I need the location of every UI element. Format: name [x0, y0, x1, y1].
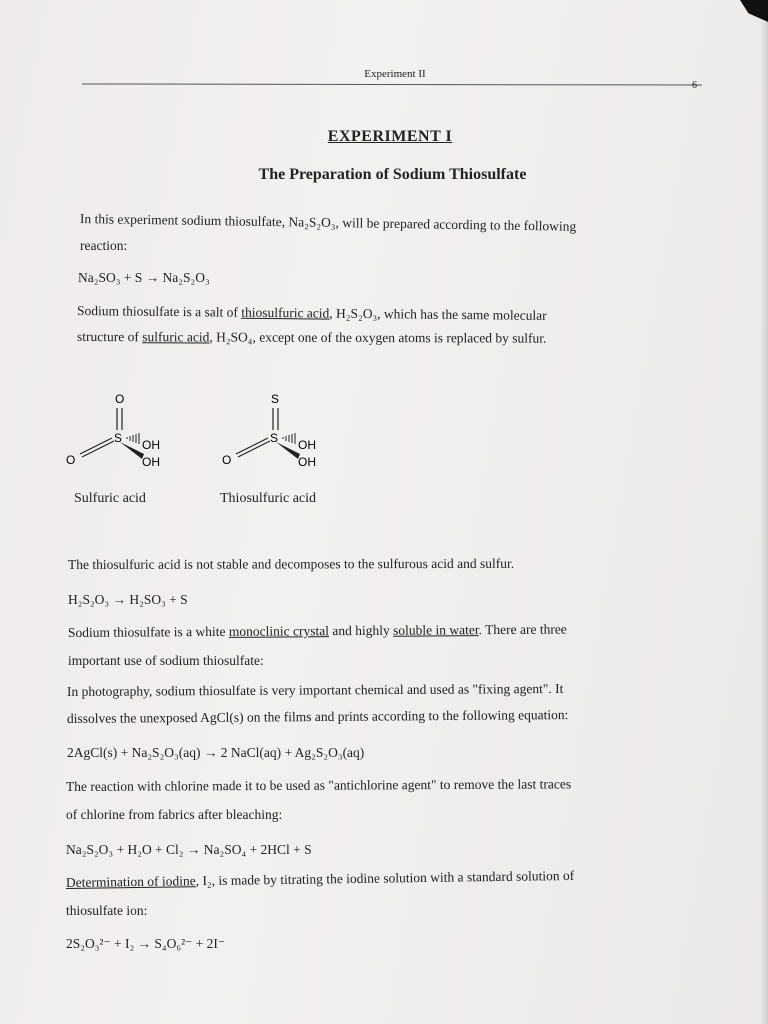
intro-line-2: reaction: [80, 238, 128, 253]
experiment-title: EXPERIMENT I [327, 128, 453, 145]
equation-2: H₂S₂O₃ → H₂SO₃ + S [68, 592, 188, 607]
salt-text-2a: structure of [76, 329, 143, 345]
chlorine-line-2: of chlorine from fabrics after bleaching: [66, 807, 283, 822]
underlined-term: Determination of iodine [65, 873, 196, 890]
salt-text-c: , H₂S₂O₃, which has the same molecular [329, 305, 547, 323]
underlined-term: sulfuric acid [142, 329, 210, 345]
equation-5: 2S₂O₃²⁻ + I₂ → S₄O₆²⁻ + 2I⁻ [66, 936, 225, 951]
sulfuric-acid-caption: Sulfuric acid [74, 491, 146, 506]
page-number: 6 [692, 80, 697, 91]
equation-3: 2AgCl(s) + Na₂S₂O₃(aq) → 2 NaCl(aq) + Ag₂S₂O₃(aq) [67, 745, 365, 760]
sulfuric-acid-structure [62, 388, 182, 478]
iodine-line-1 [66, 868, 574, 891]
photography-line-1: In photography, sodium thiosulfate is very important chemical and used as "fixing agent". It [66, 680, 564, 699]
white-text-a: Sodium thiosulfate is a white [67, 623, 229, 640]
wedge-group-label: OH [298, 455, 316, 469]
white-text-c: and highly [328, 622, 394, 639]
wedge-group-label: OH [142, 455, 160, 469]
equation-1: Na₂SO₃ + S → Na₂S₂O₃ [78, 270, 210, 285]
white-crystal-line-2: important use of sodium thiosulfate: [68, 653, 264, 668]
salt-line-1 [77, 303, 547, 324]
white-crystal-line-1 [68, 622, 567, 641]
underlined-term: thiosulfuric acid [241, 304, 330, 321]
iodine-text-b: , I₂, is made by titrating the iodine solution with a standard solution of [195, 867, 575, 889]
unstable-line: The thiosulfuric acid is not stable and decomposes to the sulfurous acid and sulfur. [67, 555, 515, 572]
chlorine-line-1: The reaction with chlorine made it to be used as "antichlorine agent" to remove the last traces [65, 776, 572, 794]
salt-text-a: Sodium thiosulfate is a salt of [76, 303, 242, 320]
center-atom-label: S [270, 431, 279, 445]
running-header: Experiment II [364, 68, 426, 80]
underlined-term: soluble in water [393, 622, 479, 638]
hash-group-label: OH [298, 438, 316, 452]
intro-line-1: In this experiment sodium thiosulfate, Na₂S₂O₃, will be prepared according to the following [79, 211, 577, 234]
top-atom-label: S [271, 392, 280, 406]
top-atom-label: O [115, 392, 125, 406]
white-text-e: . There are three [478, 621, 567, 638]
equation-4: Na₂S₂O₃ + H₂O + Cl₂ → Na₂SO₄ + 2HCl + S [66, 842, 312, 857]
left-atom-label: O [222, 453, 232, 467]
iodine-line-2: thiosulfate ion: [66, 903, 148, 918]
header-rule [82, 83, 702, 85]
thiosulfuric-acid-structure [218, 388, 338, 478]
left-atom-label: O [66, 453, 76, 467]
page-corner-shadow [740, 0, 768, 22]
center-atom-label: S [114, 431, 123, 445]
salt-line-2 [77, 329, 546, 347]
underlined-term: monoclinic crystal [228, 623, 330, 639]
experiment-subtitle: The Preparation of Sodium Thiosulfate [258, 166, 527, 183]
hash-group-label: OH [142, 438, 160, 452]
photography-line-2: dissolves the unexposed AgCl(s) on the films and prints according to the following equation: [66, 707, 569, 726]
salt-text-2c: , H₂SO₄, except one of the oxygen atoms is replaced by sulfur. [209, 329, 547, 346]
thiosulfuric-acid-caption: Thiosulfuric acid [220, 491, 317, 506]
